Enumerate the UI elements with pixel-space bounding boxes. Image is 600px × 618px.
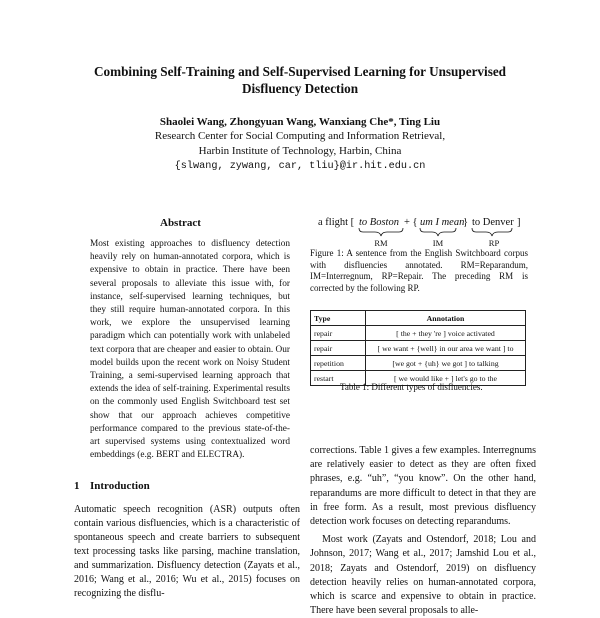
figure-interregnum: um I mean (420, 217, 465, 228)
rm-underbrace (359, 228, 403, 236)
affiliation-line-2: Harbin Institute of Technology, Harbin, China (198, 145, 402, 157)
section-number: 1 (74, 480, 80, 492)
disfluency-table (310, 310, 526, 386)
section-heading (74, 480, 150, 492)
abstract-body (90, 238, 290, 462)
im-label: IM (432, 238, 444, 248)
im-underbrace (420, 228, 456, 236)
rm-label: RM (374, 238, 388, 248)
figure-prefix: a flight [ (318, 217, 355, 228)
right-column-body (310, 444, 536, 618)
author-list: Shaolei Wang, Zhongyuan Wang, Wanxiang Che*, Ting Liu (159, 116, 441, 128)
affiliation (40, 129, 560, 174)
table-header-row (311, 311, 526, 326)
table-row (311, 326, 526, 341)
right-paragraph-2: Most work (Zayats and Ostendorf, 2018; Lou and Johnson, 2017; Wang et al., 2017; Jamshid Lou et al., 2018; Zayats and Ostendorf, 2019) on disfluency detection heavily relies on human-annotated corpora, which is scarce and expensive to obtain in practice. There have been several proposals to alle- (310, 534, 536, 617)
header-annotation: Annotation (366, 311, 526, 326)
figure-plus: + { (404, 217, 418, 228)
rp-label: RP (488, 238, 500, 248)
cell-type: repair (311, 326, 366, 341)
table-row (311, 356, 526, 371)
cell-annotation: [ we would like + ] let's go to the (366, 371, 526, 386)
cell-type: repair (311, 341, 366, 356)
cell-annotation: [ the + they 're ] voice activated (366, 326, 526, 341)
author-emails: {slwang, zywang, car, tliu}@ir.hit.edu.cn (174, 161, 426, 172)
cell-type: restart (311, 371, 366, 386)
table-1-caption: Table 1: Different types of disfluencies. (340, 382, 483, 392)
title-line-1: Combining Self-Training and Self-Supervised Learning for Unsupervised (93, 64, 507, 79)
rp-underbrace (472, 228, 512, 236)
abstract-text: Most existing approaches to disfluency detection heavily rely on human-annotated corpora, which is expensive to obtain in practice. There have been several proposals to alleviate this issue with, for instance, self-supervised learning techniques, but they still require human-annotated corpora. In this work, we explore the unsupervised learning paradigm which can potentially work with unlabeled text corpora that are cheaper and easier to obtain. Our model builds upon the recent work on Noisy Student Training, a semi-supervised learning approach that extends the idea of self-training. Experimental results on the commonly used English Switchboard test set show that our approach achieves competitive performance compared to the previous state-of-the-art supervised systems using contextualized word embeddings (e.g. BERT and ELECTRA). (90, 239, 290, 461)
figure-reparandum: to Boston (359, 217, 399, 228)
affiliation-line-1: Research Center for Social Computing and Information Retrieval, (154, 130, 446, 142)
header-type: Type (311, 311, 366, 326)
figure-repair: to Denver (472, 217, 514, 228)
figure-1 (310, 214, 540, 248)
paper-title (40, 63, 560, 97)
table-row (311, 341, 526, 356)
intro-body (74, 503, 300, 601)
figure-close-brace: } (463, 217, 469, 228)
figure-1-caption: Figure 1: A sentence from the English Switchboard corpus with disfluencies annotated. RM=Reparandum, IM=Interregnum, RP=Repair. The preceding RM is corrected by the following RP. (310, 248, 528, 293)
intro-paragraph: Automatic speech recognition (ASR) outputs often contain various disfluencies, which is a characteristic of spontaneous speech and create barriers to subsequent text processing tasks like parsing, machine translation, and summarization. Disfluency detection (Zayats et al., 2016; Wang et al., 2016; Wu et al., 2015) focuses on recognizing the disflu- (74, 504, 300, 599)
cell-annotation: [we got + {uh} we got ] to talking (366, 356, 526, 371)
cell-type: repetition (311, 356, 366, 371)
abstract-heading: Abstract (160, 217, 201, 229)
right-paragraph-1: corrections. Table 1 gives a few examples. Interregnums are relatively easier to detect as they are often fixed phrases, e.g. “uh”, “you know”. On the other hand, reparandums are more difficult to detect in that they are in free form. As a result, most previous disfluency detection work focuses on detecting reparandums. (310, 445, 536, 528)
cell-annotation: [ we want + {well} in our area we want ] to (366, 341, 526, 356)
figure-suffix: ] (517, 217, 521, 228)
title-line-2: Disfluency Detection (241, 81, 359, 96)
section-title: Introduction (90, 480, 150, 492)
